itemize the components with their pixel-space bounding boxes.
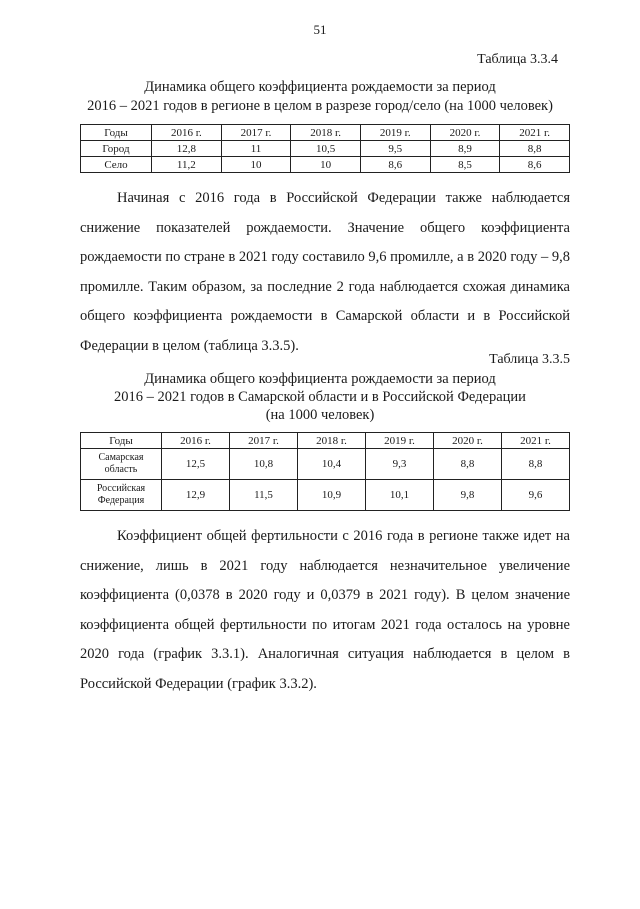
table-cell: 10,5 bbox=[291, 141, 361, 157]
table-3-3-5-caption-line2: 2016 – 2021 годов в Самарской области и в Российской Федерации bbox=[114, 389, 526, 405]
table-cell: 12,5 bbox=[162, 449, 230, 480]
table-cell: 10,9 bbox=[298, 480, 366, 511]
paragraph-text: Начиная с 2016 года в Российской Федерации также наблюдается снижение показателей рождаемости. Значение общего коэффициента рождаемости по стране в 2021 году составило 9,6 промилле, а в 2020 году – 9,8 промилле. Таким образом, за последние 2 года наблюдается схожая динамика общего коэффициента рождаемости в Самарской области и в Российской Федерации в целом (таблица 3.3.5). bbox=[80, 190, 571, 354]
header-cell: 2021 г. bbox=[500, 125, 570, 141]
row-label-samara-region bbox=[81, 449, 162, 480]
header-cell: 2019 г. bbox=[360, 125, 430, 141]
row-label-city: Город bbox=[81, 141, 152, 157]
paragraph-russia-birth-rate bbox=[80, 184, 570, 361]
table-cell: 8,6 bbox=[500, 157, 570, 173]
header-cell: 2020 г. bbox=[434, 433, 502, 449]
header-cell: 2016 г. bbox=[152, 125, 222, 141]
table-3-3-5-caption-line1: Динамика общего коэффициента рождаемости за период bbox=[144, 371, 496, 387]
table-row bbox=[81, 157, 570, 173]
paragraph-text: Коэффициент общей фертильности с 2016 года в регионе также идет на снижение, лишь в 2021 году наблюдается незначительное увеличение коэффициента (0,0378 в 2020 году и 0,0379 в 2021 году). В целом значение коэффициента общей фертильности по итогам 2021 года осталось на уровне 2020 года (график 3.3.1). Аналогичная ситуация наблюдается в целом в Российской Федерации (график 3.3.2). bbox=[80, 528, 570, 692]
table-cell: 10 bbox=[291, 157, 361, 173]
header-cell: 2016 г. bbox=[162, 433, 230, 449]
table-header-row bbox=[81, 125, 570, 141]
table-header-row bbox=[81, 433, 570, 449]
header-cell: 2018 г. bbox=[291, 125, 361, 141]
table-cell: 8,8 bbox=[434, 449, 502, 480]
table-cell: 8,6 bbox=[360, 157, 430, 173]
table-cell: 8,5 bbox=[430, 157, 500, 173]
table-cell: 10,4 bbox=[298, 449, 366, 480]
table-cell: 10,1 bbox=[366, 480, 434, 511]
table-3-3-4-caption-line1: Динамика общего коэффициента рождаемости за период bbox=[144, 79, 496, 95]
header-cell: 2018 г. bbox=[298, 433, 366, 449]
table-cell: 8,8 bbox=[502, 449, 570, 480]
table-row bbox=[81, 141, 570, 157]
paragraph-fertility-coefficient bbox=[80, 522, 570, 699]
table-3-3-4-label: Таблица 3.3.4 bbox=[477, 52, 558, 67]
table-3-3-5 bbox=[80, 432, 570, 511]
table-cell: 9,5 bbox=[360, 141, 430, 157]
table-cell: 9,6 bbox=[502, 480, 570, 511]
table-cell: 11,2 bbox=[152, 157, 222, 173]
table-cell: 9,8 bbox=[434, 480, 502, 511]
row-label-line: Федерация bbox=[97, 495, 145, 506]
table-3-3-5-caption-line3: (на 1000 человек) bbox=[265, 407, 375, 423]
table-cell: 9,3 bbox=[366, 449, 434, 480]
table-cell: 12,8 bbox=[152, 141, 222, 157]
table-row bbox=[81, 449, 570, 480]
header-cell: 2021 г. bbox=[502, 433, 570, 449]
header-cell: Годы bbox=[81, 433, 162, 449]
row-label-line: область bbox=[104, 464, 138, 475]
table-cell: 10,8 bbox=[230, 449, 298, 480]
table-3-3-5-label: Таблица 3.3.5 bbox=[489, 352, 570, 367]
row-label-russian-federation bbox=[81, 480, 162, 511]
header-cell: 2017 г. bbox=[230, 433, 298, 449]
header-cell: 2020 г. bbox=[430, 125, 500, 141]
row-label-line: Самарская bbox=[98, 452, 144, 463]
table-cell: 8,8 bbox=[500, 141, 570, 157]
row-label-village: Село bbox=[81, 157, 152, 173]
table-cell: 11,5 bbox=[230, 480, 298, 511]
table-row bbox=[81, 480, 570, 511]
table-cell: 8,9 bbox=[430, 141, 500, 157]
table-cell: 10 bbox=[221, 157, 291, 173]
table-3-3-4 bbox=[80, 124, 570, 173]
header-cell: Годы bbox=[81, 125, 152, 141]
row-label-line: Российская bbox=[96, 483, 146, 494]
table-cell: 11 bbox=[221, 141, 291, 157]
page-number: 51 bbox=[313, 22, 327, 37]
table-3-3-4-caption-line2: 2016 – 2021 годов в регионе в целом в разрезе город/село (на 1000 человек) bbox=[87, 98, 553, 114]
table-cell: 12,9 bbox=[162, 480, 230, 511]
header-cell: 2019 г. bbox=[366, 433, 434, 449]
header-cell: 2017 г. bbox=[221, 125, 291, 141]
